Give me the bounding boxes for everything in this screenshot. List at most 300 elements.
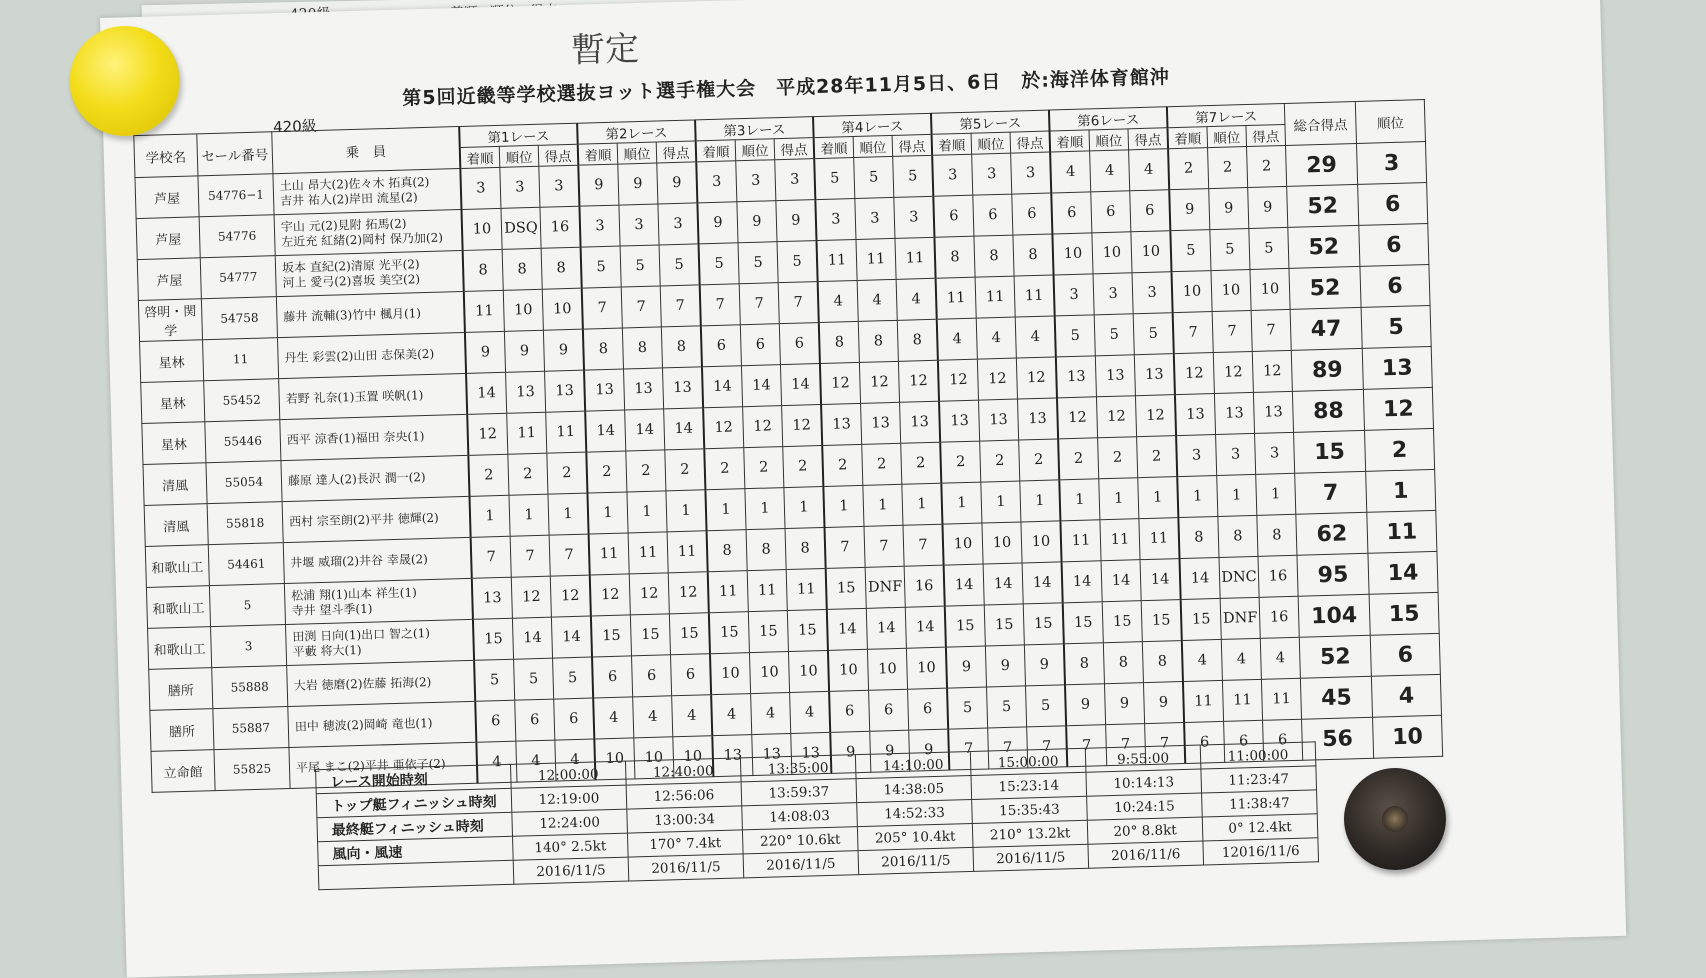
sail-number-cell: 5: [209, 584, 285, 627]
race-1-finish-cell: 8: [463, 249, 504, 291]
race-5-points-cell: 5: [1026, 685, 1067, 727]
race-1-points-cell: 2: [547, 452, 588, 494]
header-total-points: 総合得点: [1284, 101, 1356, 145]
race-2-finish-cell: 4: [593, 697, 634, 739]
race-6-place-cell: 9: [1104, 683, 1144, 725]
race-7-place-cell: 4: [1221, 638, 1261, 680]
provisional-stamp: 暫定: [570, 28, 640, 71]
race-6-finish-cell: 8: [1064, 643, 1105, 685]
race-6-place-cell: 3: [1093, 273, 1133, 315]
race-3-finish-cell: 10: [710, 653, 751, 695]
race-7-place-cell: DNC: [1219, 556, 1259, 598]
crew-cell: 西平 涼香(1)福田 奈央(1): [280, 414, 469, 460]
race-5-finish-cell: 8: [934, 236, 975, 278]
race-3-finish-cell: 11: [708, 571, 749, 613]
race-7-finish-cell: 7: [1173, 312, 1214, 354]
rank-cell: 5: [1361, 305, 1431, 348]
sail-number-cell: 54461: [208, 543, 284, 586]
race-1-finish-cell: 5: [474, 659, 515, 701]
subheader-race-2-place: 順位: [617, 142, 657, 164]
start-time-race-4: 14:10:00: [855, 751, 971, 778]
race-2-points-cell: 14: [664, 408, 705, 450]
race-5-finish-cell: 14: [944, 564, 985, 606]
race-1-place-cell: 13: [506, 371, 546, 413]
race-4-points-cell: 2: [901, 442, 942, 484]
race-3-finish-cell: 4: [711, 694, 752, 736]
race-5-points-cell: 14: [1022, 562, 1063, 604]
rank-cell: 10: [1373, 715, 1443, 758]
race-6-points-cell: 1: [1138, 477, 1179, 519]
race-2-points-cell: 13: [662, 367, 703, 409]
total-points-cell: 95: [1297, 553, 1369, 596]
school-cell: 和歌山工: [145, 545, 209, 588]
sail-number-cell: 55054: [206, 461, 282, 504]
race-2-place-cell: 5: [620, 245, 660, 287]
subheader-race-5-place: 順位: [971, 132, 1011, 154]
header-race-3: 第3レース: [695, 117, 814, 141]
date-race-4: 2016/11/5: [858, 847, 974, 874]
header-race-2: 第2レース: [577, 120, 696, 144]
school-cell: 和歌山工: [148, 627, 212, 670]
race-2-place-cell: 6: [632, 655, 672, 697]
race-7-points-cell: 12: [1252, 350, 1292, 392]
race-5-points-cell: 2: [1019, 439, 1060, 481]
subheader-race-3-place: 順位: [735, 139, 775, 161]
race-6-points-cell: 7: [1145, 723, 1186, 765]
race-7-place-cell: 7: [1212, 310, 1252, 352]
race-7-place-cell: DNF: [1220, 597, 1260, 639]
school-cell: 啓明・関学: [138, 299, 202, 342]
race-2-place-cell: 3: [619, 204, 659, 246]
start-time-race-6: 9:55:00: [1085, 745, 1201, 772]
race-1-place-cell: 4: [516, 740, 556, 782]
race-1-finish-cell: 2: [468, 454, 509, 496]
crew-cell: 井堰 威瑠(2)井谷 幸晟(2): [283, 537, 472, 583]
total-points-cell: 56: [1302, 717, 1374, 760]
race-7-finish-cell: 4: [1182, 639, 1223, 681]
sail-number-cell: 55825: [214, 748, 290, 791]
race-4-place-cell: 6: [869, 689, 909, 731]
start-time-race-2: 12:40:00: [625, 758, 741, 785]
subheader-race-4-finish: 着順: [814, 137, 854, 159]
race-2-points-cell: 6: [671, 654, 712, 696]
race-3-points-cell: 6: [779, 323, 820, 365]
rank-cell: 2: [1365, 428, 1435, 471]
subheader-race-1-points: 得点: [538, 144, 578, 166]
header-race-6: 第6レース: [1049, 107, 1168, 131]
race-3-points-cell: 10: [788, 650, 829, 692]
wind-race-3: 220° 10.6kt: [742, 827, 858, 854]
last-finish-time-race-4: 14:52:33: [857, 799, 973, 826]
race-3-finish-cell: 6: [701, 325, 742, 367]
subheader-race-4-place: 順位: [853, 135, 893, 157]
total-points-cell: 104: [1298, 594, 1370, 637]
race-3-place-cell: 5: [738, 242, 778, 284]
race-3-finish-cell: 7: [700, 284, 741, 326]
race-1-place-cell: 12: [511, 576, 551, 618]
race-3-place-cell: 14: [741, 365, 781, 407]
footer-label-last-finish-time: 最終艇フィニッシュ時刻: [317, 812, 513, 841]
race-6-place-cell: 2: [1098, 437, 1138, 479]
race-4-place-cell: 10: [867, 648, 907, 690]
race-6-finish-cell: 5: [1055, 315, 1096, 357]
race-3-finish-cell: 3: [696, 161, 737, 203]
race-3-place-cell: 3: [736, 160, 776, 202]
race-5-points-cell: 8: [1013, 234, 1054, 276]
race-3-finish-cell: 8: [707, 530, 748, 572]
race-2-finish-cell: 10: [594, 738, 635, 780]
race-7-finish-cell: 2: [1168, 148, 1209, 190]
crew-cell: 平尾 まこ(2)平井 亜依子(2): [289, 742, 478, 788]
race-2-finish-cell: 15: [591, 615, 632, 657]
race-2-place-cell: 9: [618, 163, 658, 205]
start-time-race-1: 12:00:00: [510, 761, 626, 788]
crew-cell: 松浦 翔(1)山本 祥生(1) 寺井 望斗季(1): [284, 578, 473, 624]
race-4-place-cell: DNF: [865, 566, 905, 608]
race-1-points-cell: 7: [549, 534, 590, 576]
results-table: [133, 99, 1443, 793]
top-finish-time-race-5: 15:23:14: [971, 772, 1087, 799]
race-5-place-cell: 13: [979, 399, 1019, 441]
race-3-place-cell: 15: [748, 611, 788, 653]
race-7-place-cell: 6: [1224, 720, 1264, 762]
last-finish-time-race-5: 15:35:43: [972, 796, 1088, 823]
header-race-5: 第5レース: [931, 110, 1050, 134]
race-5-place-cell: 14: [983, 563, 1023, 605]
race-2-points-cell: 1: [666, 490, 707, 532]
race-1-place-cell: 6: [515, 699, 555, 741]
race-2-place-cell: 4: [633, 696, 673, 738]
subheader-race-7-points: 得点: [1246, 124, 1286, 146]
race-4-finish-cell: 1: [823, 485, 864, 527]
race-3-points-cell: 11: [786, 568, 827, 610]
school-cell: 膳所: [149, 668, 213, 711]
race-4-place-cell: 14: [866, 607, 906, 649]
race-1-place-cell: 14: [512, 617, 552, 659]
race-3-finish-cell: 5: [699, 243, 740, 285]
footer-label-date: [318, 860, 514, 889]
race-5-place-cell: 2: [980, 440, 1020, 482]
race-1-points-cell: 9: [543, 329, 584, 371]
top-finish-time-race-4: 14:38:05: [856, 775, 972, 802]
race-6-points-cell: 10: [1131, 231, 1172, 273]
race-4-place-cell: 5: [854, 156, 894, 198]
last-finish-time-race-1: 12:24:00: [512, 809, 628, 836]
total-points-cell: 29: [1286, 143, 1358, 186]
race-2-place-cell: 11: [628, 532, 668, 574]
footer-label-wind: 風向・風速: [318, 836, 514, 865]
race-6-points-cell: 2: [1137, 436, 1178, 478]
total-points-cell: 52: [1288, 225, 1360, 268]
crew-cell: 坂本 直紀(2)清原 光平(2) 河上 愛弓(2)喜坂 美空(2): [275, 250, 464, 296]
sail-number-cell: 55888: [212, 666, 288, 709]
results-body: [135, 142, 1443, 793]
race-1-finish-cell: 1: [470, 495, 511, 537]
race-6-finish-cell: 4: [1050, 151, 1091, 193]
race-2-points-cell: 9: [657, 162, 698, 204]
race-4-finish-cell: 15: [826, 567, 867, 609]
sail-number-cell: 55818: [207, 502, 283, 545]
race-1-points-cell: 1: [548, 493, 589, 535]
sail-number-cell: 54777: [200, 256, 276, 299]
race-4-finish-cell: 5: [814, 158, 855, 200]
race-5-place-cell: 1: [981, 481, 1021, 523]
race-6-points-cell: 13: [1134, 354, 1175, 396]
race-4-points-cell: 10: [906, 647, 947, 689]
race-2-points-cell: 11: [667, 531, 708, 573]
race-1-finish-cell: 10: [461, 208, 502, 250]
race-3-points-cell: 7: [778, 282, 819, 324]
race-2-place-cell: 15: [630, 614, 670, 656]
crew-cell: 大岩 徳磨(2)佐藤 拓海(2): [287, 660, 476, 706]
rank-cell: 4: [1371, 674, 1441, 717]
date-race-6: 2016/11/6: [1088, 841, 1204, 868]
race-2-finish-cell: 7: [582, 287, 623, 329]
race-4-finish-cell: 11: [816, 239, 857, 281]
race-4-place-cell: 9: [870, 730, 910, 772]
header-rank: 順位: [1355, 100, 1425, 144]
race-3-place-cell: 13: [752, 733, 792, 775]
race-7-finish-cell: 15: [1181, 598, 1222, 640]
rank-cell: 13: [1362, 346, 1432, 389]
race-5-finish-cell: 3: [932, 154, 973, 196]
race-1-place-cell: 11: [507, 412, 547, 454]
race-6-finish-cell: 9: [1065, 684, 1106, 726]
race-3-finish-cell: 1: [705, 489, 746, 531]
race-6-finish-cell: 6: [1051, 192, 1092, 234]
race-4-points-cell: 6: [908, 688, 949, 730]
wind-race-5: 210° 13.2kt: [972, 820, 1088, 847]
footer-label-start-time: レース開始時刻: [316, 764, 512, 793]
race-5-finish-cell: 6: [933, 195, 974, 237]
race-3-points-cell: 9: [776, 200, 817, 242]
race-2-finish-cell: 13: [584, 369, 625, 411]
race-4-finish-cell: 6: [829, 690, 870, 732]
race-3-points-cell: 2: [783, 446, 824, 488]
footer-label-top-finish-time: トップ艇フィニッシュ時刻: [316, 788, 512, 817]
race-7-place-cell: 8: [1218, 515, 1258, 557]
race-5-finish-cell: 2: [940, 441, 981, 483]
race-1-finish-cell: 11: [464, 290, 505, 332]
race-4-finish-cell: 13: [821, 403, 862, 445]
rank-cell: 12: [1363, 387, 1433, 430]
total-points-cell: 52: [1299, 635, 1371, 678]
race-2-place-cell: 14: [625, 409, 665, 451]
race-1-points-cell: 12: [550, 575, 591, 617]
race-7-finish-cell: 14: [1180, 557, 1221, 599]
race-3-points-cell: 15: [787, 609, 828, 651]
race-5-points-cell: 3: [1011, 152, 1052, 194]
race-3-place-cell: 4: [751, 693, 791, 735]
race-7-points-cell: 3: [1255, 432, 1295, 474]
race-1-place-cell: 2: [508, 453, 548, 495]
race-4-place-cell: 4: [857, 279, 897, 321]
race-3-finish-cell: 13: [712, 735, 753, 777]
wind-race-2: 170° 7.4kt: [627, 830, 743, 857]
race-2-place-cell: 13: [624, 368, 664, 410]
sail-number-cell: 55452: [204, 379, 280, 422]
subheader-race-3-finish: 着順: [696, 140, 736, 162]
race-1-finish-cell: 6: [475, 700, 516, 742]
race-6-finish-cell: 7: [1066, 725, 1107, 767]
race-2-place-cell: 2: [626, 450, 666, 492]
race-6-finish-cell: 3: [1054, 274, 1095, 316]
subheader-race-2-finish: 着順: [578, 143, 618, 165]
rank-cell: 6: [1370, 633, 1440, 676]
race-7-points-cell: 16: [1259, 596, 1299, 638]
race-5-finish-cell: 15: [945, 605, 986, 647]
start-time-race-3: 13:35:00: [740, 755, 856, 782]
race-7-finish-cell: 13: [1175, 394, 1216, 436]
race-7-place-cell: 11: [1222, 679, 1262, 721]
race-3-finish-cell: 14: [702, 366, 743, 408]
race-7-place-cell: 2: [1208, 147, 1248, 189]
race-5-finish-cell: 13: [939, 400, 980, 442]
race-2-points-cell: 12: [668, 572, 709, 614]
race-6-finish-cell: 13: [1056, 356, 1097, 398]
race-5-points-cell: 11: [1014, 275, 1055, 317]
race-7-points-cell: 6: [1263, 719, 1303, 761]
race-5-finish-cell: 10: [942, 523, 983, 565]
last-finish-time-race-6: 10:24:15: [1087, 793, 1203, 820]
race-6-points-cell: 11: [1139, 518, 1180, 560]
race-2-points-cell: 4: [672, 695, 713, 737]
race-3-place-cell: 7: [739, 283, 779, 325]
race-2-finish-cell: 12: [590, 574, 631, 616]
race-6-place-cell: 7: [1106, 724, 1146, 766]
race-7-points-cell: 7: [1251, 309, 1291, 351]
race-7-finish-cell: 3: [1176, 435, 1217, 477]
total-points-cell: 62: [1296, 512, 1368, 555]
race-2-finish-cell: 11: [589, 533, 630, 575]
race-5-place-cell: 12: [977, 358, 1017, 400]
race-5-place-cell: 4: [976, 317, 1016, 359]
race-7-points-cell: 5: [1249, 227, 1289, 269]
race-6-place-cell: 11: [1100, 519, 1140, 561]
race-2-place-cell: 8: [622, 327, 662, 369]
race-5-finish-cell: 9: [946, 646, 987, 688]
race-2-points-cell: 7: [660, 285, 701, 327]
race-2-points-cell: 10: [673, 736, 714, 778]
race-5-place-cell: 7: [988, 727, 1028, 769]
race-3-points-cell: 3: [775, 159, 816, 201]
race-2-finish-cell: 3: [579, 205, 620, 247]
crew-cell: 西村 宗至朗(2)平井 徳輝(2): [282, 496, 471, 542]
race-2-finish-cell: 2: [586, 451, 627, 493]
race-2-points-cell: 3: [658, 203, 699, 245]
race-2-place-cell: 12: [629, 573, 669, 615]
race-6-finish-cell: 10: [1052, 233, 1093, 275]
class-label: 420級: [272, 116, 317, 137]
subheader-race-1-place: 順位: [499, 145, 539, 167]
race-6-points-cell: 6: [1130, 190, 1171, 232]
race-4-place-cell: 1: [863, 484, 903, 526]
total-points-cell: 15: [1294, 430, 1366, 473]
race-3-points-cell: 1: [784, 486, 825, 528]
rank-cell: 1: [1366, 469, 1436, 512]
race-6-points-cell: 12: [1135, 395, 1176, 437]
date-race-2: 2016/11/5: [628, 854, 744, 881]
race-3-finish-cell: 12: [703, 407, 744, 449]
crew-cell: 丹生 彩雲(2)山田 志保美(2): [277, 332, 466, 378]
top-finish-time-race-6: 10:14:13: [1086, 769, 1202, 796]
race-4-points-cell: 4: [896, 278, 937, 320]
header-sail-number: セール番号: [197, 132, 273, 176]
black-magnet: [1344, 768, 1446, 870]
race-4-points-cell: 13: [900, 401, 941, 443]
top-finish-time-race-2: 12:56:06: [626, 782, 742, 809]
race-6-place-cell: 6: [1091, 191, 1131, 233]
date-race-5: 2016/11/5: [973, 844, 1089, 871]
yellow-magnet: [70, 26, 180, 136]
race-7-points-cell: 2: [1247, 145, 1287, 187]
crew-cell: 宇山 元(2)見附 拓馬(2) 左近充 紅緒(2)岡村 保乃加(2): [274, 209, 463, 255]
subheader-race-2-points: 得点: [656, 141, 696, 163]
race-4-points-cell: 9: [909, 729, 950, 771]
race-4-finish-cell: 12: [820, 362, 861, 404]
race-5-points-cell: 10: [1021, 521, 1062, 563]
race-4-place-cell: 12: [859, 361, 899, 403]
race-6-place-cell: 14: [1101, 560, 1141, 602]
race-2-points-cell: 8: [661, 326, 702, 368]
race-7-points-cell: 11: [1261, 678, 1301, 720]
rank-cell: 15: [1369, 592, 1439, 635]
race-4-place-cell: 7: [864, 525, 904, 567]
race-4-points-cell: 8: [897, 319, 938, 361]
race-7-points-cell: 4: [1260, 637, 1300, 679]
race-5-points-cell: 1: [1020, 480, 1061, 522]
race-5-finish-cell: 5: [947, 687, 988, 729]
race-1-finish-cell: 9: [465, 331, 506, 373]
race-3-points-cell: 14: [780, 364, 821, 406]
race-5-place-cell: 11: [975, 276, 1015, 318]
race-1-place-cell: 5: [514, 658, 554, 700]
race-1-points-cell: 10: [542, 288, 583, 330]
race-1-finish-cell: 12: [467, 413, 508, 455]
race-6-place-cell: 1: [1099, 478, 1139, 520]
race-1-points-cell: 16: [540, 206, 581, 248]
race-5-points-cell: 6: [1012, 193, 1053, 235]
start-time-race-5: 15:00:00: [970, 748, 1086, 775]
race-4-points-cell: 7: [903, 524, 944, 566]
race-4-finish-cell: 2: [822, 444, 863, 486]
race-2-finish-cell: 5: [581, 246, 622, 288]
race-1-points-cell: 4: [555, 739, 596, 781]
race-7-points-cell: 16: [1258, 555, 1298, 597]
race-2-points-cell: 5: [659, 244, 700, 286]
race-5-points-cell: 7: [1027, 726, 1068, 768]
header-race-4: 第4レース: [813, 113, 932, 137]
race-2-place-cell: 1: [627, 491, 667, 533]
race-6-place-cell: 10: [1092, 232, 1132, 274]
race-5-place-cell: 15: [984, 604, 1024, 646]
crew-cell: 藤井 流輔(3)竹中 楓月(1): [276, 291, 465, 337]
race-5-finish-cell: 1: [941, 482, 982, 524]
top-finish-time-race-7: 11:23:47: [1201, 766, 1317, 793]
race-5-finish-cell: 7: [948, 728, 989, 770]
race-1-place-cell: 7: [510, 535, 550, 577]
race-1-points-cell: 3: [539, 165, 580, 207]
header-crew: 乗 員: [272, 127, 461, 174]
race-7-finish-cell: 9: [1169, 189, 1210, 231]
sail-number-cell: 54776−1: [198, 174, 274, 217]
total-points-cell: 52: [1289, 266, 1361, 309]
rank-cell: 14: [1368, 551, 1438, 594]
race-7-place-cell: 9: [1209, 188, 1249, 230]
race-7-place-cell: 13: [1214, 392, 1254, 434]
sail-number-cell: 11: [203, 338, 279, 381]
race-5-points-cell: 4: [1015, 316, 1056, 358]
